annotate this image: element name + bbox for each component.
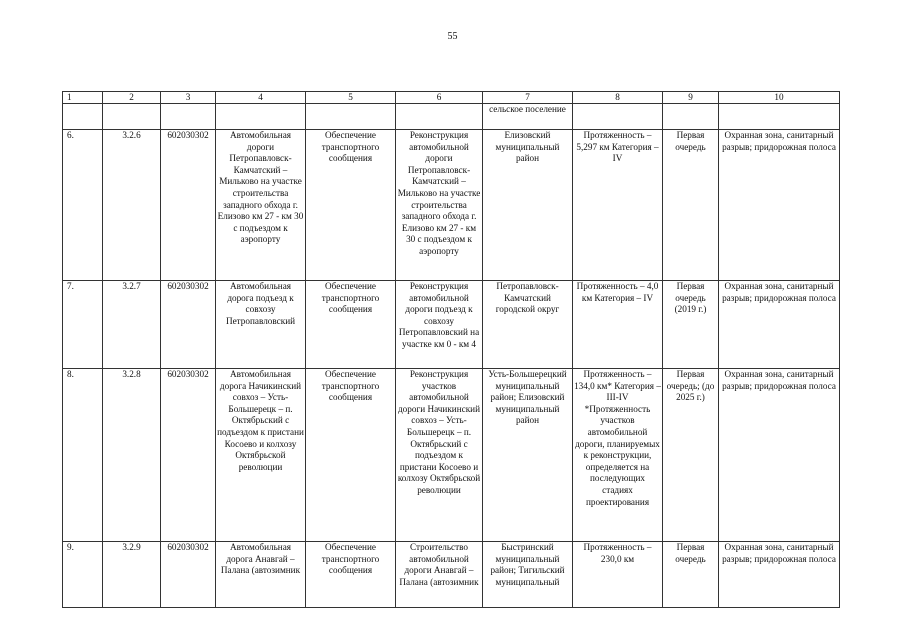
header-cell: 7 xyxy=(483,92,573,104)
row-zone: Охранная зона, санитарный разрыв; придорожная полоса xyxy=(719,281,840,369)
row-characteristics: Протяженность – 4,0 км Категория – IV xyxy=(573,281,663,369)
row-name: Автомобильная дорога Начикинский совхоз – Усть-Большерецк – п. Октябрьский с подъездом к пристани Косоево и колхозу Октябрьской революции xyxy=(216,369,306,542)
table-cell xyxy=(306,104,396,130)
row-action: Строительство автомобильной дороги Анавгай – Палана (автозимник xyxy=(396,542,483,608)
row-location: Быстринский муниципальный район; Тигильский муниципальный xyxy=(483,542,573,608)
row-zone: Охранная зона, санитарный разрыв; придорожная полоса xyxy=(719,369,840,542)
row-action: Реконструкция автомобильной дороги Петропавловск-Камчатский – Мильково на участке строительства западного обхода г. Елизово км 27 - км 30 с подъездом к аэропорту xyxy=(396,130,483,281)
row-name: Автомобильная дорога подъезд к совхозу Петропавловский xyxy=(216,281,306,369)
table-cell xyxy=(63,104,103,130)
header-cell: 3 xyxy=(161,92,216,104)
header-cell: 8 xyxy=(573,92,663,104)
row-okved: 602030302 xyxy=(161,130,216,281)
row-purpose: Обеспечение транспортного сообщения xyxy=(306,369,396,542)
row-code: 3.2.6 xyxy=(103,130,161,281)
header-cell: 2 xyxy=(103,92,161,104)
row-okved: 602030302 xyxy=(161,369,216,542)
row-location: Усть-Большерецкий муниципальный район; Елизовский муниципальный район xyxy=(483,369,573,542)
row-characteristics: Протяженность – 5,297 км Категория – IV xyxy=(573,130,663,281)
table-row xyxy=(63,130,840,281)
row-purpose: Обеспечение транспортного сообщения xyxy=(306,542,396,608)
register-table xyxy=(62,91,840,608)
row-name: Автомобильная дороги Петропавловск-Камчатский – Мильково на участке строительства западного обхода г. Елизово км 27 - км 30 с подъездом к аэропорту xyxy=(216,130,306,281)
row-zone: Охранная зона, санитарный разрыв; придорожная полоса xyxy=(719,542,840,608)
row-location: Петропавловск-Камчатский городской округ xyxy=(483,281,573,369)
row-purpose: Обеспечение транспортного сообщения xyxy=(306,281,396,369)
header-cell: 9 xyxy=(663,92,719,104)
table-cell xyxy=(573,104,663,130)
row-zone: Охранная зона, санитарный разрыв; придорожная полоса xyxy=(719,130,840,281)
row-queue: Первая очередь; (до 2025 г.) xyxy=(663,369,719,542)
header-cell: 6 xyxy=(396,92,483,104)
table-cell xyxy=(161,104,216,130)
row-queue: Первая очередь xyxy=(663,130,719,281)
header-cell: 10 xyxy=(719,92,840,104)
header-cell: 4 xyxy=(216,92,306,104)
header-cell: 1 xyxy=(63,92,103,104)
row-number: 6. xyxy=(63,130,103,281)
continuation-row xyxy=(63,104,840,130)
table-cell xyxy=(396,104,483,130)
row-number: 9. xyxy=(63,542,103,608)
row-queue: Первая очередь (2019 г.) xyxy=(663,281,719,369)
row-okved: 602030302 xyxy=(161,281,216,369)
header-row xyxy=(63,92,840,104)
row-number: 8. xyxy=(63,369,103,542)
table-cell xyxy=(663,104,719,130)
row-number: 7. xyxy=(63,281,103,369)
row-queue: Первая очередь xyxy=(663,542,719,608)
row-purpose: Обеспечение транспортного сообщения xyxy=(306,130,396,281)
row-location: Елизовский муниципальный район xyxy=(483,130,573,281)
row-code: 3.2.9 xyxy=(103,542,161,608)
table-row xyxy=(63,542,840,608)
row-action: Реконструкция участков автомобильной дороги Начикинский совхоз – Усть-Большерецк – п. Октябрьский с подъездом к пристани Косоево и колхозу Октябрьской революции xyxy=(396,369,483,542)
row-okved: 602030302 xyxy=(161,542,216,608)
row-action: Реконструкция автомобильной дороги подъезд к совхозу Петропавловский на участке км 0 - км 4 xyxy=(396,281,483,369)
row-code: 3.2.7 xyxy=(103,281,161,369)
row-characteristics: Протяженность – 134,0 км* Категория – III-IV *Протяженность участков автомобильной дороги, планируемых к реконструкции, определяется на последующих стадиях проектирования xyxy=(573,369,663,542)
header-cell: 5 xyxy=(306,92,396,104)
row-characteristics: Протяженность – 230,0 км xyxy=(573,542,663,608)
table-row xyxy=(63,369,840,542)
table-cell xyxy=(719,104,840,130)
page-number: 55 xyxy=(447,31,458,42)
table-cell xyxy=(216,104,306,130)
row-code: 3.2.8 xyxy=(103,369,161,542)
table-cell-location: сельское поселение xyxy=(483,104,573,130)
table-cell xyxy=(103,104,161,130)
table-row xyxy=(63,281,840,369)
row-name: Автомобильная дорога Анавгай – Палана (автозимник xyxy=(216,542,306,608)
